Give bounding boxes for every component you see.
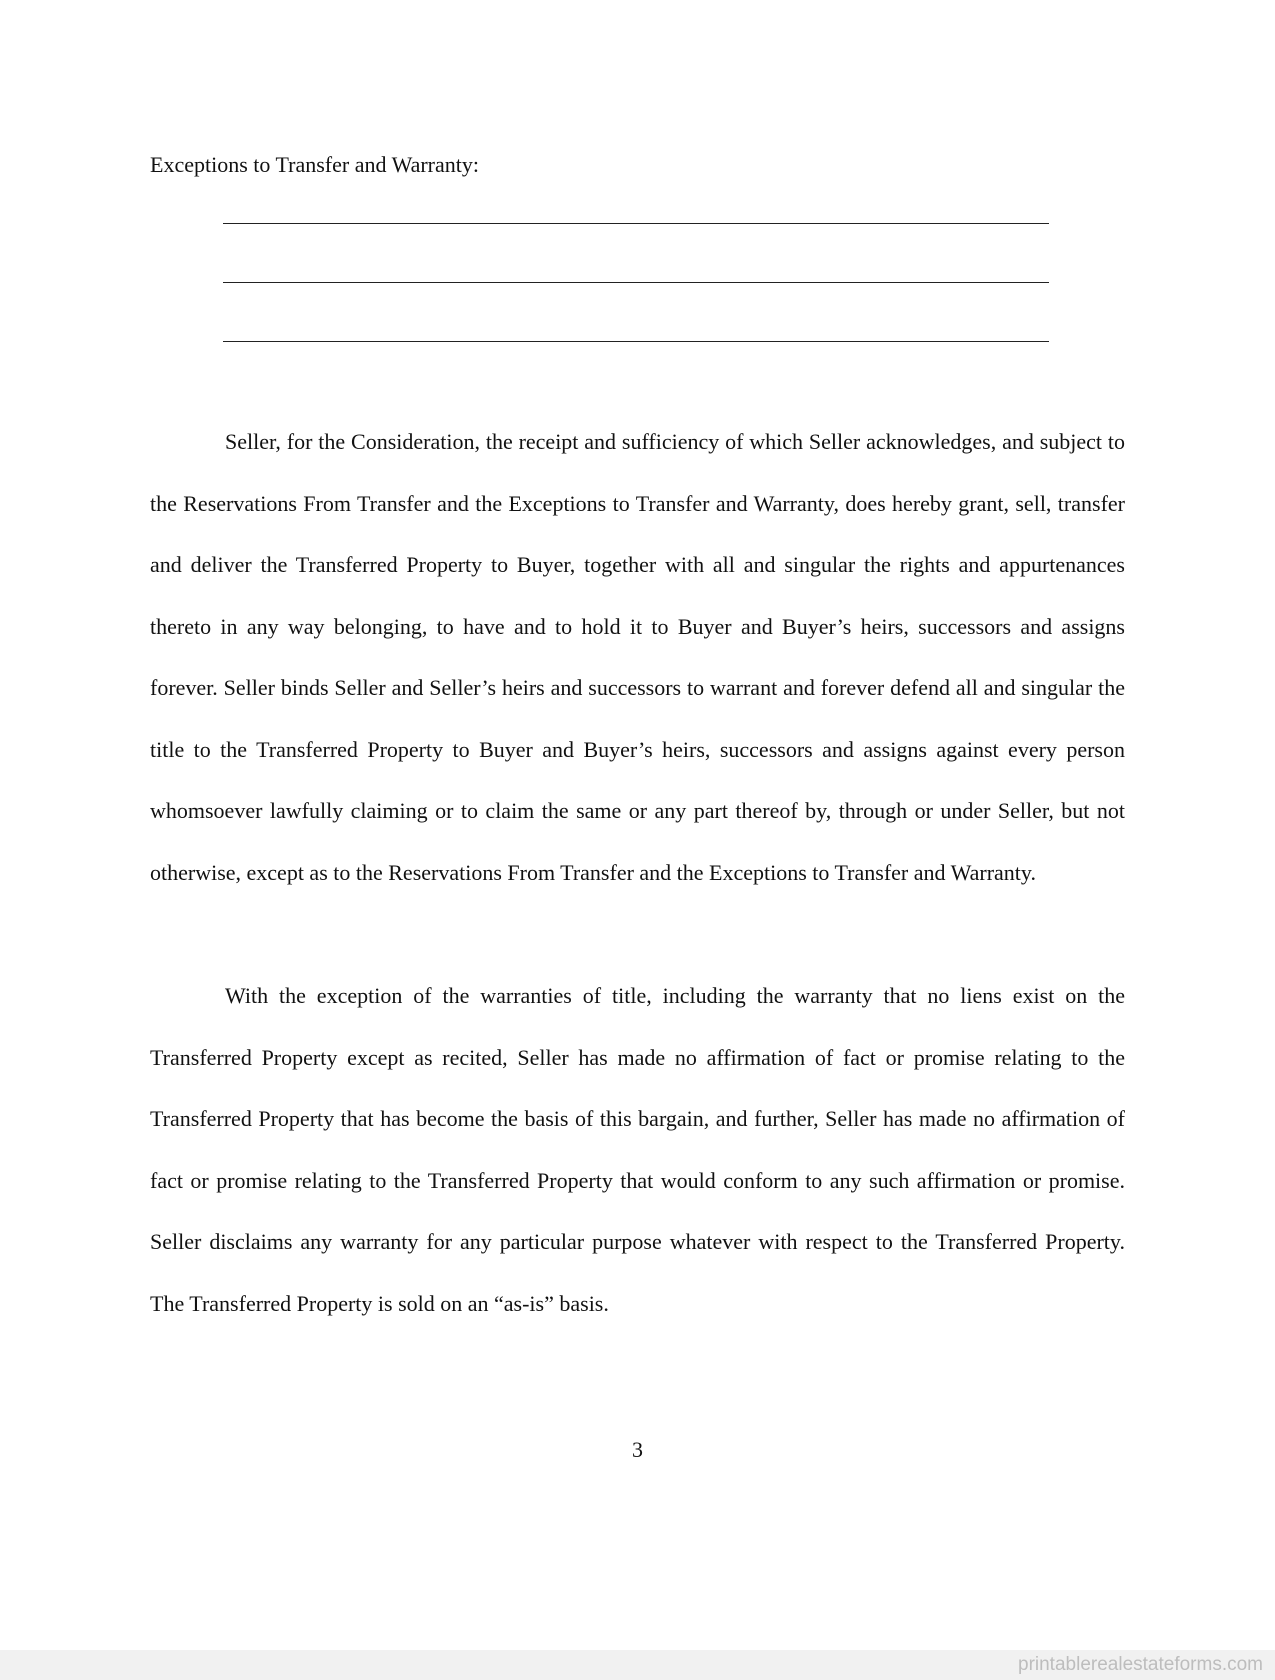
warranty-grant-paragraph: Seller, for the Consideration, the receipt and sufficiency of which Seller acknowledges, and subject to the Reservations From Transfer and the Exceptions to Transfer and Warranty, does hereby grant, sell, transfer and deliver the Transferred Property to Buyer, together with all and singular the rights and appurtenances thereto in any way belonging, to have and to hold it to Buyer and Buyer’s heirs, successors and assigns forever. Seller binds Seller and Seller’s heirs and successors to warrant and forever defend all and singular the title to the Transferred Property to Buyer and Buyer’s heirs, successors and assigns against every person whomsoever lawfully claiming or to claim the same or any part thereof by, through or under Seller, but not otherwise, except as to the Reservations From Transfer and the Exceptions to Transfer and Warranty. (150, 429, 1125, 885)
blank-line (223, 341, 1049, 342)
source-watermark: printablerealestateforms.com (1018, 1654, 1263, 1675)
blank-line (223, 223, 1049, 224)
blank-line (223, 282, 1049, 283)
exceptions-heading: Exceptions to Transfer and Warranty: (150, 152, 479, 177)
page-number: 3 (632, 1437, 643, 1462)
as-is-disclaimer-paragraph: With the exception of the warranties of title, including the warranty that no liens exist on the Transferred Property except as recited, Seller has made no affirmation of fact or promise relating to the Transferred Property that has become the basis of this bargain, and further, Seller has made no affirmation of fact or promise relating to the Transferred Property that would conform to any such affirmation or promise. Seller disclaims any warranty for any particular purpose whatever with respect to the Transferred Property. The Transferred Property is sold on an “as-is” basis. (150, 983, 1125, 1316)
